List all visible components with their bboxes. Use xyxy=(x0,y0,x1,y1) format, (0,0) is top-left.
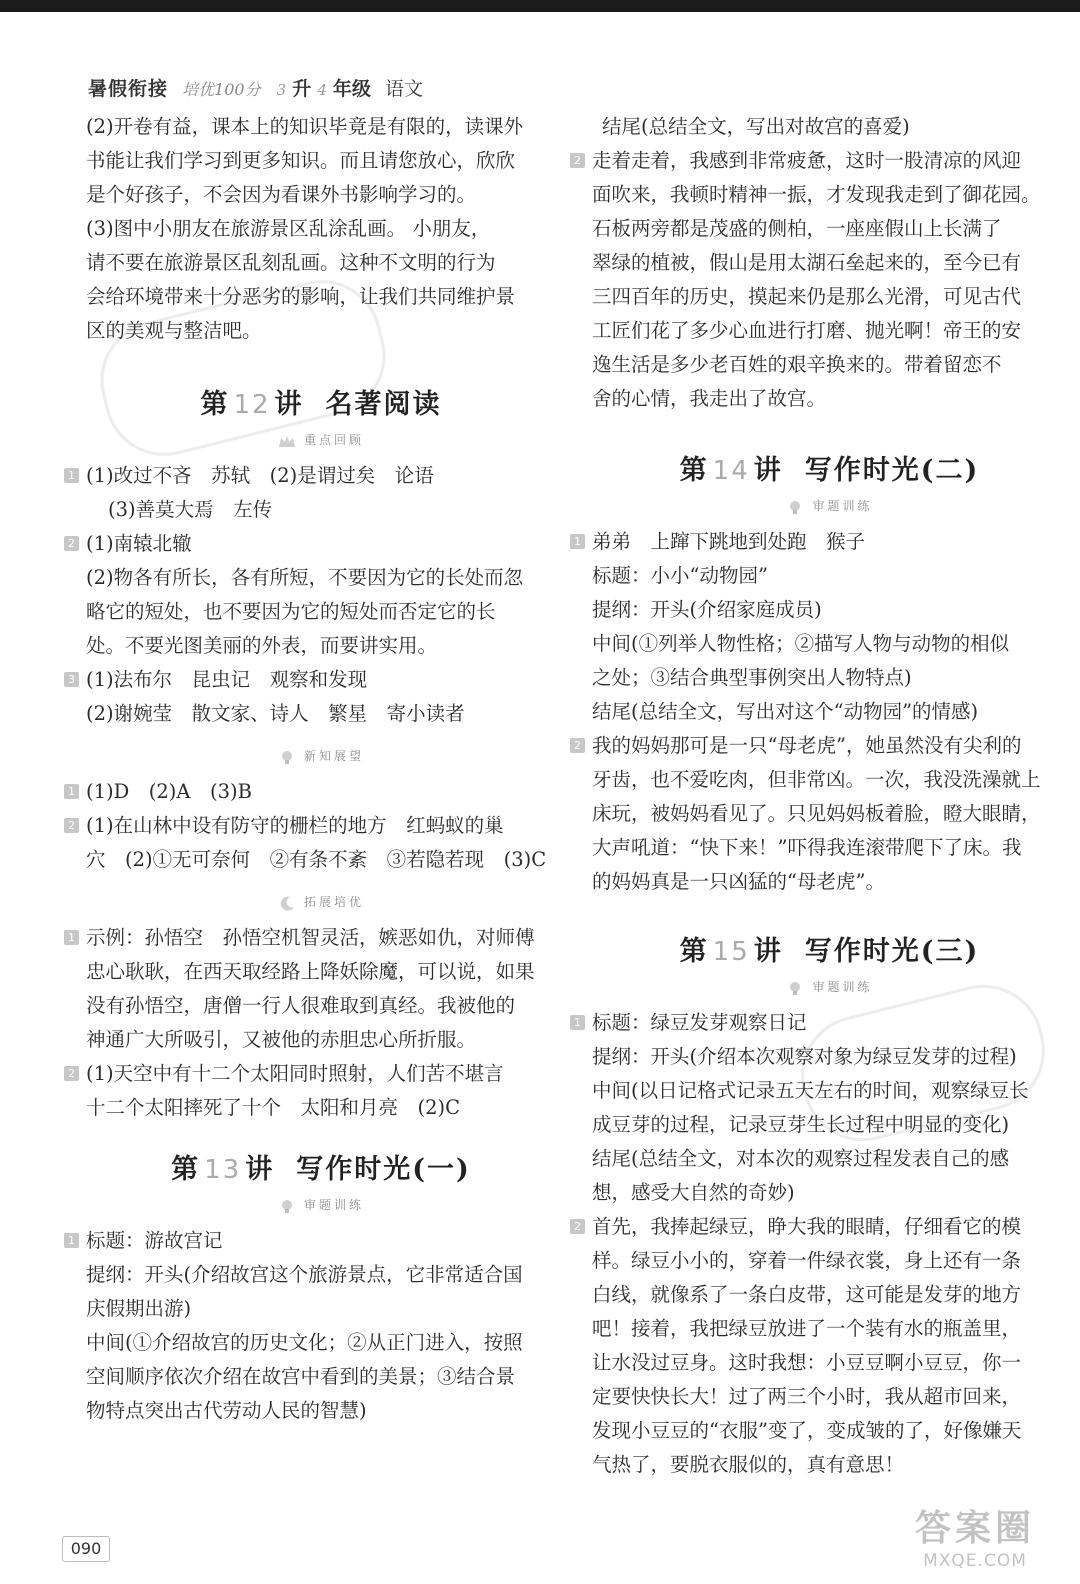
answer-item xyxy=(574,525,1067,729)
text-line: 舍的心情，我走出了故宫。 xyxy=(592,387,827,410)
text-line: 中间(以日记格式记录五天左右的时间，观察绿豆长 xyxy=(592,1079,1029,1102)
text-line: 首先，我捧起绿豆，睁大我的眼睛，仔细看它的模 xyxy=(592,1215,1022,1238)
section-subtitle: 审题训练 xyxy=(86,1194,556,1216)
lightbulb-icon xyxy=(278,749,296,765)
item-number-badge: 1 xyxy=(64,1233,79,1248)
right-column xyxy=(574,110,1067,1482)
item-number-badge: 1 xyxy=(64,930,79,945)
text-line: 想，感受大自然的奇妙) xyxy=(592,1181,795,1204)
item-number-badge: 1 xyxy=(64,468,79,483)
text-line: 示例：孙悟空 孙悟空机智灵活，嫉恶如仇，对师傅 xyxy=(86,926,535,949)
text-line: (1)天空中有十二个太阳同时照射，人们苦不堪言 xyxy=(86,1062,504,1085)
answer-item xyxy=(68,1224,556,1428)
text-line: 忠心耿耿，在西天取经路上降妖除魔，可以说，如果 xyxy=(86,960,535,983)
answer-item xyxy=(68,1057,556,1125)
lecture-title-15: 第 15 讲 写作时光(三) xyxy=(679,936,980,967)
text-line: 穴 (2)①无可奈何 ②有条不紊 ③若隐若现 (3)C xyxy=(86,848,547,871)
text-line: 中间(①列举人物性格；②描写人物与动物的相似 xyxy=(592,632,1010,655)
item-number-badge: 2 xyxy=(570,738,585,753)
watermark-text: 答案圈 xyxy=(914,1508,1035,1549)
text-line: 牙齿，也不爱吃肉，但非常凶。一次，我没洗澡就上 xyxy=(592,768,1041,791)
text-line: (3)善莫大焉 左传 xyxy=(108,498,273,521)
answer-item xyxy=(574,144,1067,416)
answer-item xyxy=(68,775,556,809)
text-line: 十二个太阳摔死了十个 太阳和月亮 (2)C xyxy=(86,1096,461,1119)
item-number-badge: 1 xyxy=(570,1015,585,1030)
text-line: 成豆芽的过程，记录豆芽生长过程中明显的变化) xyxy=(592,1113,1010,1136)
text-line: 石板两旁都是茂盛的侧柏，一座座假山上长满了 xyxy=(592,217,1002,240)
text-line: (1)法布尔 昆虫记 观察和发现 xyxy=(86,668,368,691)
text-line: (1)D (2)A (3)B xyxy=(86,780,252,803)
text-line: 没有孙悟空，唐僧一行人很难取到真经。我被他的 xyxy=(86,994,516,1017)
text-line: 结尾(总结全文，写出对故宫的喜爱) xyxy=(602,115,910,138)
text-line: 书能让我们学习到更多知识。而且请您放心，欣欣 xyxy=(86,149,516,172)
lecture-title-12: 第 12 讲 名著阅读 xyxy=(200,389,442,420)
section-subtitle: 新知展望 xyxy=(86,745,556,767)
text-line: 之处；③结合典型事例突出人物特点) xyxy=(592,666,912,689)
header-brand: 暑假衔接 xyxy=(88,78,169,100)
item-number-badge: 1 xyxy=(570,534,585,549)
item-number-badge: 2 xyxy=(570,1219,585,1234)
text-line: 大声吼道：“快下来！”吓得我连滚带爬下了床。我 xyxy=(592,836,1022,859)
text-line: 区的美观与整洁吧。 xyxy=(86,319,262,342)
section-subtitle: 审题训练 xyxy=(592,976,1067,998)
section-subtitle: 重点回顾 xyxy=(86,429,556,451)
text-line: 翠绿的植被，假山是用太湖石垒起来的，至今已有 xyxy=(592,251,1022,274)
item-number-badge: 2 xyxy=(64,1066,79,1081)
item-number-badge: 2 xyxy=(570,153,585,168)
text-line: 庆假期出游) xyxy=(86,1297,192,1320)
header-grade: 3 升 4 年级 xyxy=(276,78,371,100)
header-subject: 语文 xyxy=(384,78,423,100)
text-line: (2)谢婉莹 散文家、诗人 繁星 寄小读者 xyxy=(86,702,465,725)
watermark-url: MXQE.COM xyxy=(923,1551,1027,1571)
text-line: 走着走着，我感到非常疲惫，这时一股清凉的风迎 xyxy=(592,149,1022,172)
answer-item xyxy=(68,527,556,663)
answer-item xyxy=(68,921,556,1057)
lecture-title-14: 第 14 讲 写作时光(二) xyxy=(679,455,980,486)
text-line: 逸生活是多少老百姓的艰辛换来的。带着留恋不 xyxy=(592,353,1002,376)
text-line: 神通广大所吸引，又被他的赤胆忠心所折服。 xyxy=(86,1028,477,1051)
text-line: 会给环境带来十分恶劣的影响，让我们共同维护景 xyxy=(86,285,516,308)
text-line: (1)改过不吝 苏轼 (2)是谓过矣 论语 xyxy=(86,464,434,487)
text-line: 白线，就像系了一条白皮带，这可能是发芽的地方 xyxy=(592,1283,1022,1306)
text-line: 略它的短处，也不要因为它的短处而否定它的长 xyxy=(86,600,496,623)
text-line: 的妈妈真是一只凶猛的“母老虎”。 xyxy=(592,870,885,893)
text-line: 标题：游故宫记 xyxy=(86,1229,223,1252)
section-subtitle: 拓展培优 xyxy=(86,891,556,913)
text-line: 提纲：开头(介绍本次观察对象为绿豆发芽的过程) xyxy=(592,1045,1017,1068)
text-line: 气热了，要脱衣服似的，真有意思！ xyxy=(592,1453,905,1476)
page-header xyxy=(88,74,608,104)
lightbulb-icon xyxy=(786,499,804,515)
item-number-badge: 3 xyxy=(64,672,79,687)
moon-icon xyxy=(278,895,296,911)
answer-item xyxy=(68,663,556,731)
item-number-badge: 2 xyxy=(64,818,79,833)
text-line: 提纲：开头(介绍故宫这个旅游景点，它非常适合国 xyxy=(86,1263,523,1286)
answer-block-continued xyxy=(86,110,556,348)
section-subtitle: 审题训练 xyxy=(592,495,1067,517)
site-watermark xyxy=(880,1500,1070,1570)
text-line: 三四百年的历史，摸起来仍是那么光滑，可见古代 xyxy=(592,285,1022,308)
text-line: 我的妈妈那可是一只“母老虎”，她虽然没有尖利的 xyxy=(592,734,1022,757)
top-edge-bar xyxy=(0,0,1080,12)
text-line: (1)在山林中设有防守的栅栏的地方 红蚂蚁的巢 xyxy=(86,814,504,837)
text-line: 请不要在旅游景区乱刻乱画。这种不文明的行为 xyxy=(86,251,496,274)
text-line: 工匠们花了多少心血进行打磨、抛光啊！帝王的安 xyxy=(592,319,1022,342)
text-line: 处。不要光图美丽的外表，而要讲实用。 xyxy=(86,634,438,657)
text-line: (2)开卷有益，课本上的知识毕竟是有限的，读课外 xyxy=(86,115,524,138)
page-number: 090 xyxy=(62,1536,110,1562)
text-line: 中间(①介绍故宫的历史文化；②从正门进入，按照 xyxy=(86,1331,523,1354)
item-number-badge: 2 xyxy=(64,536,79,551)
text-line: 物特点突出古代劳动人民的智慧) xyxy=(86,1399,367,1422)
lightbulb-icon xyxy=(786,980,804,996)
text-line: 结尾(总结全文，对本次的观察过程发表自己的感 xyxy=(592,1147,1010,1170)
text-line: 床玩，被妈妈看见了。只见妈妈板着脸，瞪大眼睛， xyxy=(592,802,1041,825)
text-line: 结尾(总结全文，写出对这个“动物园”的情感) xyxy=(592,700,979,723)
text-line: 提纲：开头(介绍家庭成员) xyxy=(592,598,822,621)
text-line: 是个好孩子，不会因为看课外书影响学习的。 xyxy=(86,183,477,206)
text-line: (2)物各有所长，各有所短，不要因为它的长处而忽 xyxy=(86,566,524,589)
header-series: 培优100分 xyxy=(182,80,261,99)
lightbulb-icon xyxy=(278,1198,296,1214)
text-line: (3)图中小朋友在旅游景区乱涂乱画。 小朋友， xyxy=(86,217,491,240)
text-line: 吧！接着，我把绿豆放进了一个装有水的瓶盖里， xyxy=(592,1317,1022,1340)
item-number-badge: 1 xyxy=(64,784,79,799)
text-line: 弟弟 上蹿下跳地到处跑 猴子 xyxy=(592,530,866,553)
answer-item xyxy=(68,809,556,877)
text-line: 定要快快长大！过了两三个小时，我从超市回来， xyxy=(592,1385,1022,1408)
text-line: 面吹来，我顿时精神一振，才发现我走到了御花园。 xyxy=(592,183,1041,206)
text-line: 空间顺序依次介绍在故宫中看到的美景；③结合景 xyxy=(86,1365,516,1388)
answer-item xyxy=(574,1210,1067,1482)
lecture-title-13: 第 13 讲 写作时光(一) xyxy=(171,1154,471,1185)
text-line: 样。绿豆小小的，穿着一件绿衣裳，身上还有一条 xyxy=(592,1249,1022,1272)
text-line: 标题：绿豆发芽观察日记 xyxy=(592,1011,807,1034)
text-line: 标题：小小“动物园” xyxy=(592,564,768,587)
answer-item xyxy=(574,729,1067,899)
text-line: (1)南辕北辙 xyxy=(86,532,192,555)
text-line: 发现小豆豆的“衣服”变了，变成皱的了，好像嫌天 xyxy=(592,1419,1022,1442)
answer-item xyxy=(68,459,556,527)
left-column xyxy=(68,110,556,1428)
answer-item xyxy=(574,1006,1067,1210)
text-line: 让水没过豆身。这时我想：小豆豆啊小豆豆，你一 xyxy=(592,1351,1022,1374)
crown-icon xyxy=(278,433,296,449)
